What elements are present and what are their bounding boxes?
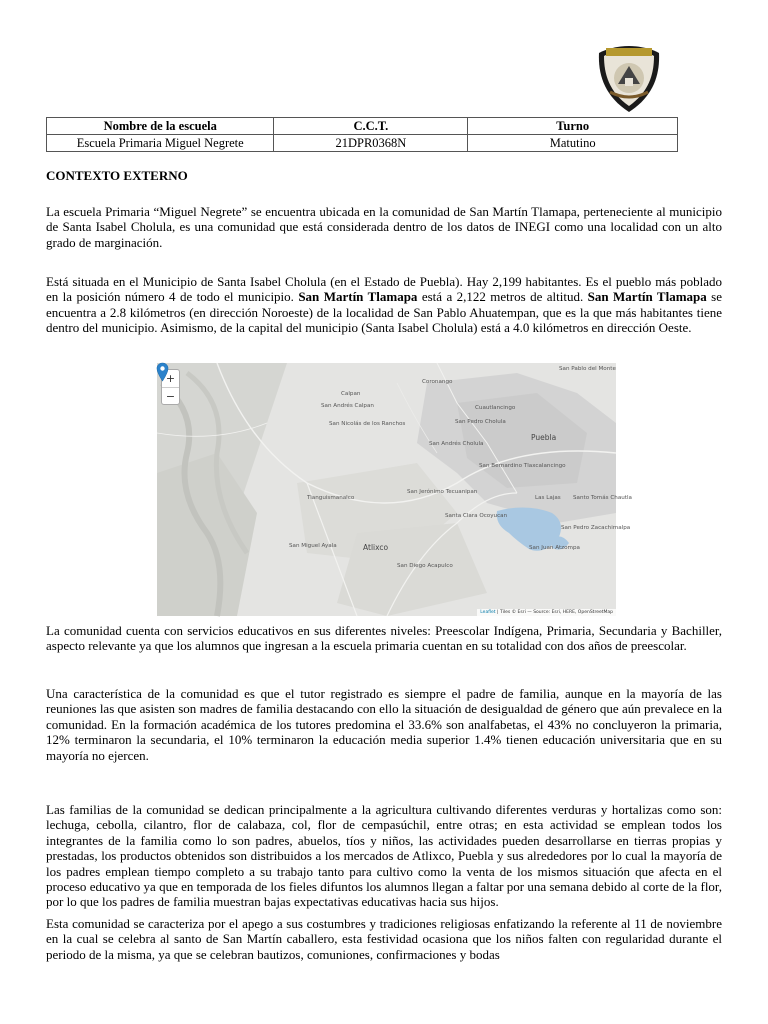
paragraph-education-services: La comunidad cuenta con servicios educativos en sus diferentes niveles: Preescolar Indígena, Primaria, Secundaria y Bachiller, aspecto relevante ya que los alumnos que ingresan a la escuela primaria cuentan en su totalidad con dos años de preescolar. [46,623,722,654]
map-label-city: Puebla [531,433,557,442]
leaflet-link[interactable]: Leaflet [480,610,496,615]
place-name-bold: San Martín Tlamapa [298,289,418,305]
table-header-row [47,118,678,135]
map-label: Calpan [341,391,361,397]
location-marker-icon[interactable] [157,363,168,381]
zoom-out-button[interactable]: − [162,387,179,405]
cell-school-name: Escuela Primaria Miguel Negrete [47,135,274,152]
map-label: Santo Tomás Chautla [573,495,632,501]
school-info-table [46,117,678,152]
paragraph-text: está a 2,122 metros de altitud. [417,289,588,305]
paragraph-traditions: Esta comunidad se caracteriza por el apego a sus costumbres y tradiciones religiosas enfatizando la referente al 11 de noviembre en la cual se celebra al santo de San Martín caballero, esta festividad ocasiona que los niños falten con regularidad durante el periodo de la misma, ya que se celebran bautizos, comuniones, confirmaciones y bodas [46,916,722,962]
map-label: San Miguel Ayala [289,543,337,549]
map-label: San Bernardino Tlaxcalancingo [479,463,566,469]
table-row [47,135,678,152]
paragraph-tutors: Una característica de la comunidad es que el tutor registrado es siempre el padre de familia, aunque en la mayoría de las reuniones las que asisten son madres de familia destacando con ello la situación de desigualdad de género que aún prevalece en la comunidad. En la formación académica de los tutores predomina el 33.6% son analfabetas, el 43% no concluyeron la primaria, 12% terminaron la secundaria, el 10% terminaron la educación media superior 1.4% tienen educación universitaria que en su mayoría no ejercen. [46,686,722,763]
paragraph-location: La escuela Primaria “Miguel Negrete” se encuentra ubicada en la comunidad de San Martín Tlamapa, perteneciente al municipio de Santa Isabel Cholula, es una comunidad que está considerada dentro de los datos de INEGI como una localidad con un alto grado de marginación. [46,204,722,250]
section-title: CONTEXTO EXTERNO [46,168,188,183]
map-attribution [477,609,616,616]
attribution-text: | Tiles © Esri — Source: Esri, HERE, OpenStreetMap [495,610,613,615]
map-label-city: Atlixco [363,543,389,552]
paragraph-text: se encuentra a 2.8 kilómetros (en dirección Noroeste) de la localidad de San Pablo Ahuatempan, que es la que más habitantes tiene dentro del municipio. Asimismo, de la capital del municipio (Santa Isabel Cholula) está a 4.0 kilómetros en dirección Oeste. [46,289,723,336]
map-label: Cuautlancingo [475,405,516,411]
map-label: San Nicolás de los Ranchos [329,421,406,427]
map-label: Santa Clara Ocoyucan [445,513,508,519]
map-label: San Pedro Cholula [455,419,506,425]
map-label: San Jerónimo Tecuanipan [407,489,478,495]
zoom-in-button[interactable]: + [165,372,176,385]
paragraph-geography [46,274,722,336]
map-label: San Pedro Zacachimalpa [561,525,631,531]
map-label: San Diego Acapulco [397,563,453,569]
map-label: San Pablo del Monte [559,366,616,372]
map-label: Coronango [422,379,453,385]
header-school-name: Nombre de la escuela [47,118,274,135]
map-label: San Andrés Calpan [321,403,374,409]
map-label: Tianguismanalco [307,495,355,501]
map-terrain [157,363,616,616]
header-cct: C.C.T. [274,118,468,135]
place-name-bold: San Martín Tlamapa [587,289,707,305]
cell-shift: Matutino [468,135,678,152]
map-label: San Andrés Cholula [429,441,484,447]
map-label: San Juan Atzompa [529,545,580,551]
map-label: Las Lajas [535,495,561,501]
cell-cct: 21DPR0368N [274,135,468,152]
paragraph-families: Las familias de la comunidad se dedican principalmente a la agricultura cultivando diferentes verduras y hortalizas como son: lechuga, cebolla, cilantro, flor de calabaza, col, flor de cempasúchil, entre otras; en esta actividad se emplean todos los integrantes de la familia como lo son padres, abuelos, tíos y niños, las actividades pueden desarrollarse en tierras propias y prestadas, los productos obtenidos son distribuidos a los mercados de Atlixco, Puebla y sus alrededores por lo cual la mayoría de los padres emplean tiempo completo a su trabajo tanto para cultivo como la venta de los mismos situación que afecta en el proceso educativo ya que en temporada de los fieles difuntos los alumnos llegan a faltar por una semana debido al corte de la flor, por lo que los padres de familia muestran bajas expectativas educativas hacia sus hijos. [46,802,722,910]
paragraph-text: Está situada en el Municipio de Santa Isabel Cholula (en el Estado de Puebla). Hay 2,199 habitantes. Es el pueblo más poblado en la posición número 4 de todo el municipio. [46,274,722,305]
school-seal-icon [596,44,662,114]
location-map[interactable] [157,363,632,616]
header-shift: Turno [468,118,678,135]
